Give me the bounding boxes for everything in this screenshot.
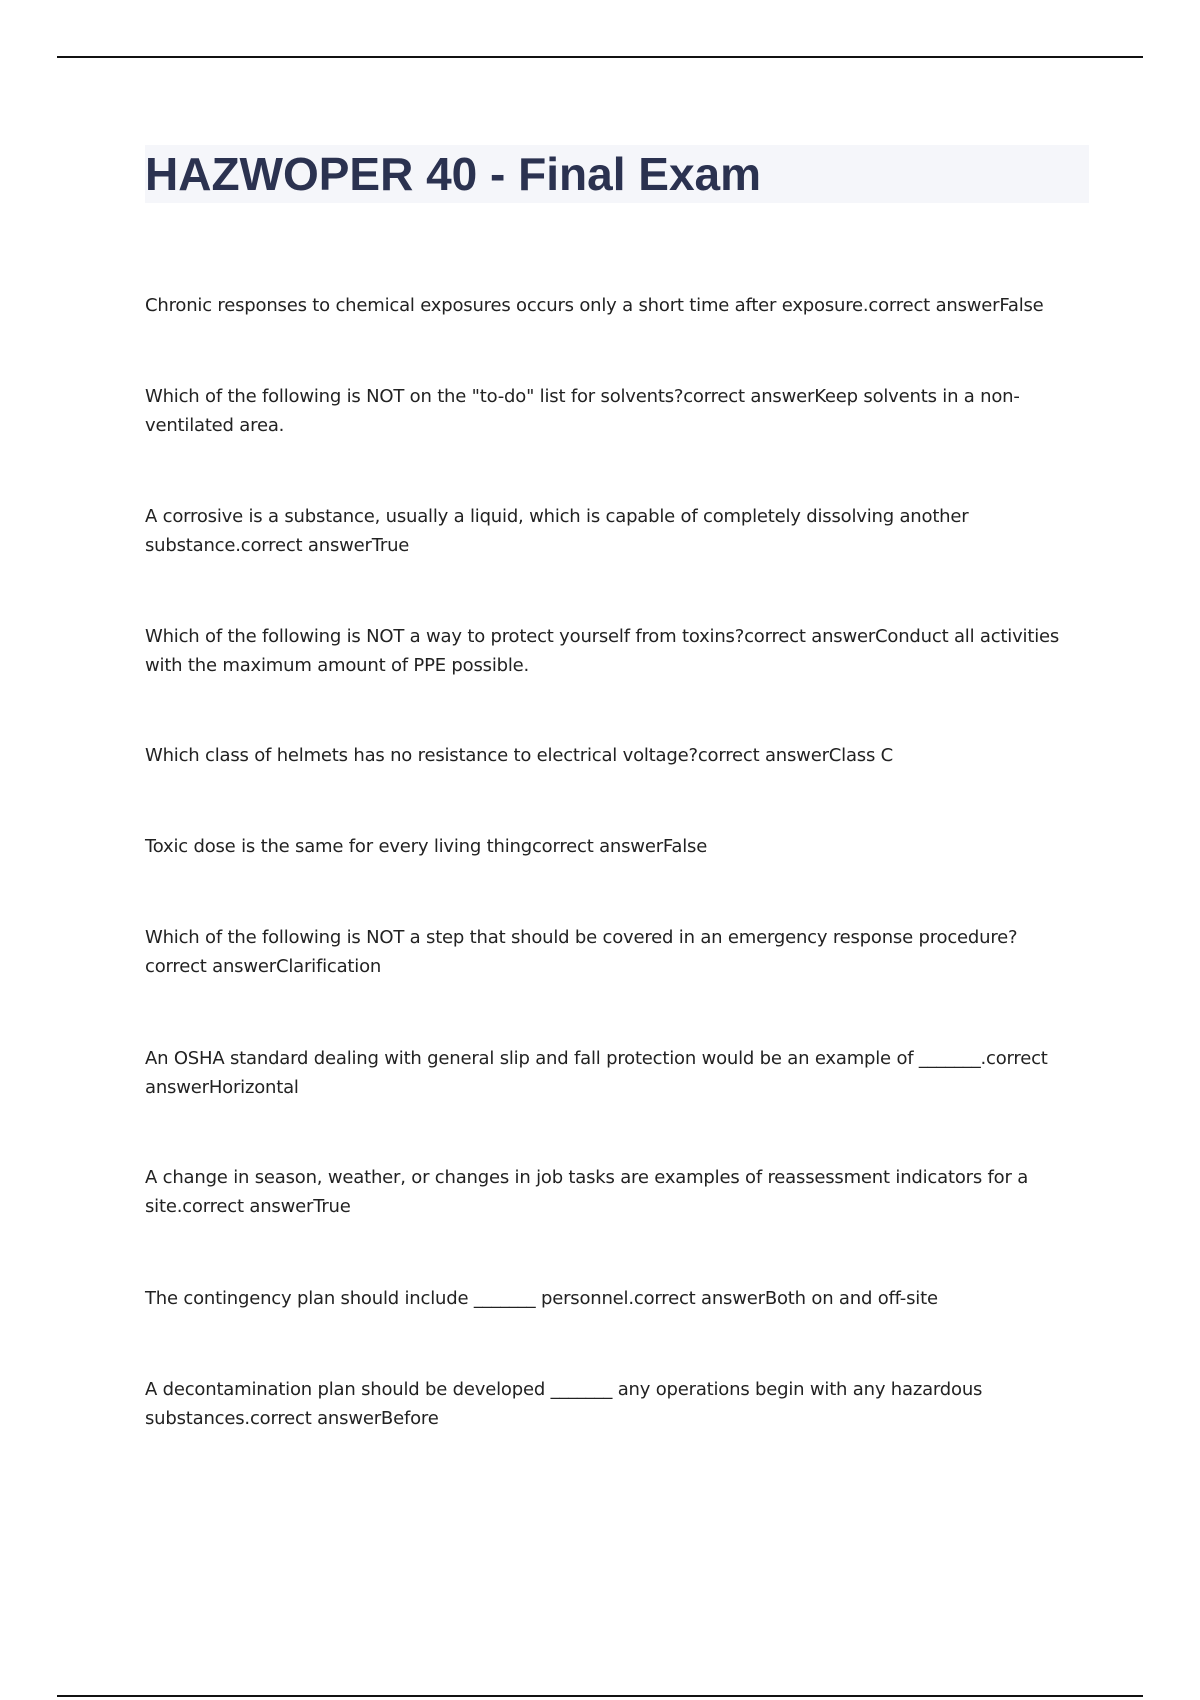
- qa-line: ventilated area.: [145, 415, 285, 436]
- qa-item: [145, 622, 1085, 680]
- bottom-divider: [57, 1695, 1143, 1697]
- qa-item: [145, 923, 1085, 981]
- qa-line: Chronic responses to chemical exposures occurs only a short time after exposure.correct answerFalse: [145, 295, 1044, 316]
- qa-item: [145, 291, 1085, 320]
- qa-line: Toxic dose is the same for every living thingcorrect answerFalse: [145, 836, 708, 857]
- qa-item: [145, 741, 1085, 770]
- qa-line: Which of the following is NOT a step that should be covered in an emergency response procedure?: [145, 927, 1018, 948]
- qa-line: Which of the following is NOT a way to protect yourself from toxins?correct answerConduct all activities: [145, 626, 1060, 647]
- qa-line: substances.correct answerBefore: [145, 1408, 439, 1429]
- qa-item: [145, 502, 1085, 560]
- qa-line: with the maximum amount of PPE possible.: [145, 655, 530, 676]
- qa-line: Which of the following is NOT on the "to-do" list for solvents?correct answerKeep solvents in a non-: [145, 386, 1020, 407]
- qa-line: correct answerClarification: [145, 956, 382, 977]
- qa-line: answerHorizontal: [145, 1077, 299, 1098]
- qa-item: [145, 1044, 1085, 1102]
- qa-line: A decontamination plan should be developed _______ any operations begin with any hazardous: [145, 1379, 983, 1400]
- qa-line: substance.correct answerTrue: [145, 535, 410, 556]
- qa-line: An OSHA standard dealing with general slip and fall protection would be an example of _______.correct: [145, 1048, 1048, 1069]
- qa-line: A change in season, weather, or changes in job tasks are examples of reassessment indicators for a: [145, 1167, 1029, 1188]
- qa-item: [145, 1163, 1085, 1221]
- title-banner: [145, 145, 1089, 203]
- qa-line: site.correct answerTrue: [145, 1196, 351, 1217]
- qa-item: [145, 1284, 1085, 1313]
- qa-item: [145, 382, 1085, 440]
- qa-line: Which class of helmets has no resistance to electrical voltage?correct answerClass C: [145, 745, 894, 766]
- qa-line: A corrosive is a substance, usually a liquid, which is capable of completely dissolving another: [145, 506, 969, 527]
- qa-item: [145, 1375, 1085, 1433]
- qa-line: The contingency plan should include _______ personnel.correct answerBoth on and off-site: [145, 1288, 938, 1309]
- top-divider: [57, 56, 1143, 58]
- qa-item: [145, 832, 1085, 861]
- page-title: HAZWOPER 40 - Final Exam: [145, 148, 762, 200]
